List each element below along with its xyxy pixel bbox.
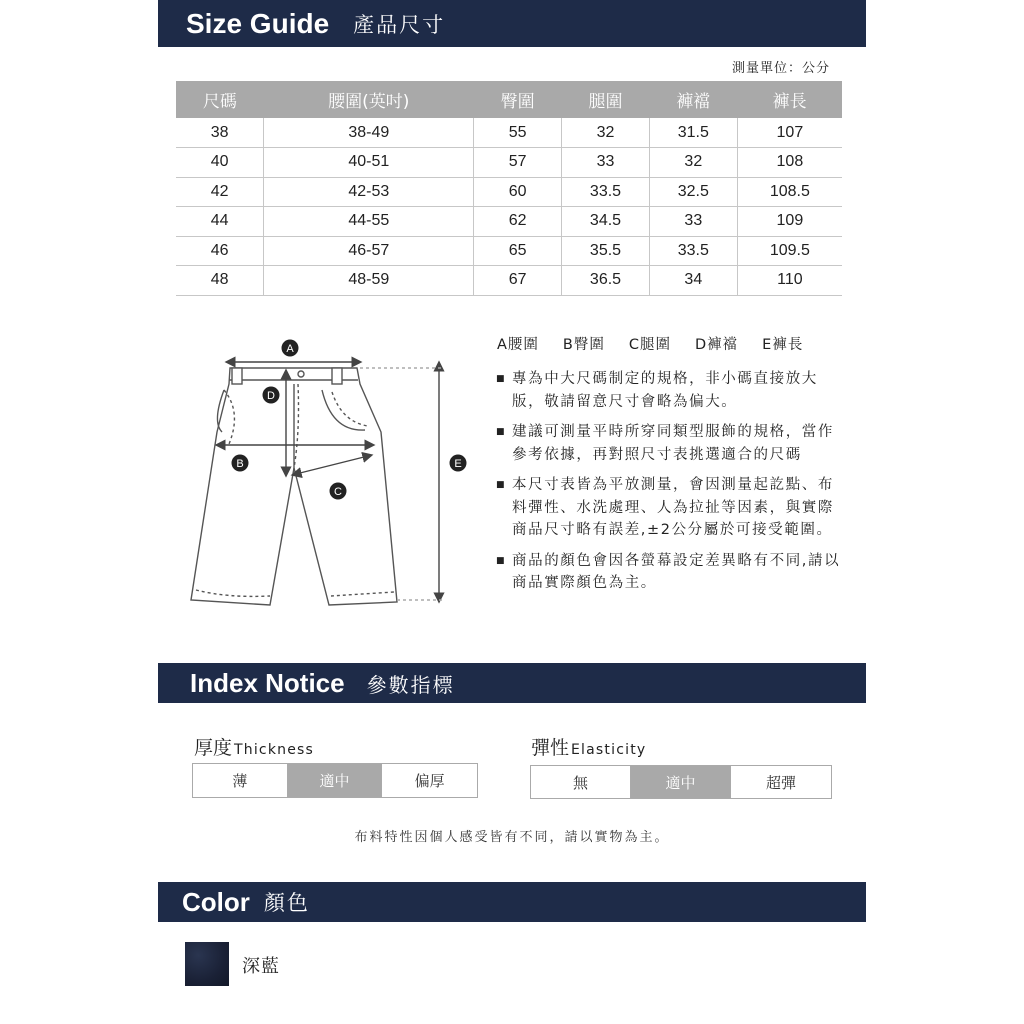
- header-thigh: 腿圍: [562, 81, 650, 118]
- header-length: 褲長: [737, 81, 842, 118]
- elasticity-scale: [530, 765, 832, 799]
- size-table-cell: 46: [176, 236, 264, 266]
- color-banner: [158, 882, 866, 922]
- thickness-scale: [192, 763, 478, 798]
- header-size: 尺碼: [176, 81, 264, 118]
- color-swatch: [185, 942, 229, 986]
- size-table-cell: 40-51: [264, 148, 474, 178]
- elasticity-label-zh: 彈性: [531, 737, 570, 759]
- note-item: ■ 商品的顏色會因各螢幕設定差異略有不同,請以商品實際顏色為主。: [496, 550, 842, 595]
- note-item: ■ 本尺寸表皆為平放測量，會因測量起訖點、布料彈性、水洗處理、人為拉扯等因素，與實際商品尺寸略有誤差,±2公分屬於可接受範圍。: [496, 474, 842, 542]
- marker-d: [263, 387, 280, 404]
- color-title-en: Color: [182, 886, 250, 917]
- size-table-cell: 33.5: [562, 177, 650, 207]
- legend-waist: A腰圍: [497, 337, 539, 353]
- marker-c: [330, 483, 347, 500]
- size-table-cell: 55: [474, 118, 562, 148]
- size-table-cell: 44: [176, 207, 264, 237]
- size-table-cell: 109: [737, 207, 842, 237]
- size-table-cell: 48-59: [264, 266, 474, 296]
- header-rise: 褲襠: [649, 81, 737, 118]
- marker-e: [450, 455, 467, 472]
- size-notes: [496, 368, 842, 603]
- elasticity-option: 無: [531, 766, 631, 798]
- size-table-cell: 40: [176, 148, 264, 178]
- size-table-cell: 62: [474, 207, 562, 237]
- thickness-title: [194, 733, 314, 760]
- svg-text:E: E: [454, 458, 462, 470]
- trousers-diagram: [182, 332, 472, 617]
- fabric-remark: 布料特性因個人感受皆有不同，請以實物為主。: [354, 830, 670, 845]
- size-table-cell: 44-55: [264, 207, 474, 237]
- size-table-row: [176, 236, 842, 266]
- size-table-cell: 34: [649, 266, 737, 296]
- elasticity-option: 超彈: [765, 773, 796, 792]
- size-table-cell: 32.5: [649, 177, 737, 207]
- size-table-row: [176, 207, 842, 237]
- size-table-cell: 35.5: [562, 236, 650, 266]
- size-table-cell: 107: [737, 118, 842, 148]
- legend-length: E褲長: [762, 337, 804, 353]
- size-table-cell: 57: [474, 148, 562, 178]
- size-table-header: [176, 81, 842, 118]
- size-guide-banner: [158, 0, 866, 47]
- elasticity-option: 適中: [631, 766, 731, 798]
- size-table-cell: 60: [474, 177, 562, 207]
- size-table-cell: 32: [562, 118, 650, 148]
- thickness-option: 偏厚: [414, 772, 445, 790]
- size-table-cell: 33.5: [649, 236, 737, 266]
- size-table: [176, 81, 842, 296]
- measurement-legend: [497, 333, 827, 354]
- size-guide-title-zh: 產品尺寸: [353, 12, 446, 37]
- header-hip: 臀圍: [474, 81, 562, 118]
- index-notice-title-en: Index Notice: [190, 667, 345, 698]
- size-table-cell: 34.5: [562, 207, 650, 237]
- size-table-cell: 42: [176, 177, 264, 207]
- elasticity-title: [531, 733, 646, 760]
- size-guide-title-en: Size Guide: [186, 7, 330, 39]
- size-table-cell: 109.5: [737, 236, 842, 266]
- thickness-option: 適中: [288, 764, 383, 797]
- size-table-cell: 48: [176, 266, 264, 296]
- size-table-row: [176, 266, 842, 296]
- measurement-unit: 測量單位：公分: [731, 61, 830, 76]
- size-table-cell: 38: [176, 118, 264, 148]
- size-table-cell: 65: [474, 236, 562, 266]
- elasticity-label-en: Elasticity: [571, 742, 647, 758]
- svg-text:D: D: [267, 390, 275, 402]
- size-table-cell: 33: [649, 207, 737, 237]
- legend-rise: D褲襠: [695, 337, 739, 353]
- color-swatch-label: 深藍: [242, 956, 280, 977]
- size-table-cell: 38-49: [264, 118, 474, 148]
- thickness-label-en: Thickness: [234, 742, 315, 758]
- legend-thigh: C腿圍: [628, 337, 671, 353]
- header-waist: 腰圍(英吋): [264, 81, 474, 118]
- marker-a: [282, 340, 299, 357]
- trousers-outline: [191, 368, 397, 605]
- size-table-cell: 108.5: [737, 177, 842, 207]
- size-table-cell: 108: [737, 148, 842, 178]
- marker-b: [232, 455, 249, 472]
- color-title-zh: 顏色: [263, 891, 310, 915]
- size-table-cell: 46-57: [264, 236, 474, 266]
- note-item: ■ 建議可測量平時所穿同類型服飾的規格，當作參考依據，再對照尺寸表挑選適合的尺碼: [496, 421, 842, 466]
- size-table-cell: 32: [649, 148, 737, 178]
- index-notice-banner: [158, 663, 866, 703]
- size-table-cell: 42-53: [264, 177, 474, 207]
- size-table-cell: 67: [474, 266, 562, 296]
- size-table-cell: 31.5: [649, 118, 737, 148]
- size-table-cell: 33: [562, 148, 650, 178]
- size-table-cell: 110: [737, 266, 842, 296]
- size-table-row: [176, 148, 842, 178]
- thickness-label-zh: 厚度: [194, 737, 233, 759]
- thickness-option: 薄: [193, 764, 288, 797]
- size-table-row: [176, 177, 842, 207]
- size-table-row: [176, 118, 842, 148]
- svg-text:B: B: [236, 458, 244, 470]
- index-notice-title-zh: 參數指標: [366, 672, 455, 697]
- svg-text:A: A: [286, 343, 294, 355]
- legend-hip: B臀圍: [562, 337, 605, 353]
- note-item: ■ 專為中大尺碼制定的規格，非小碼直接放大版，敬請留意尺寸會略為偏大。: [496, 368, 842, 413]
- size-table-cell: 36.5: [562, 266, 650, 296]
- svg-text:C: C: [334, 486, 342, 498]
